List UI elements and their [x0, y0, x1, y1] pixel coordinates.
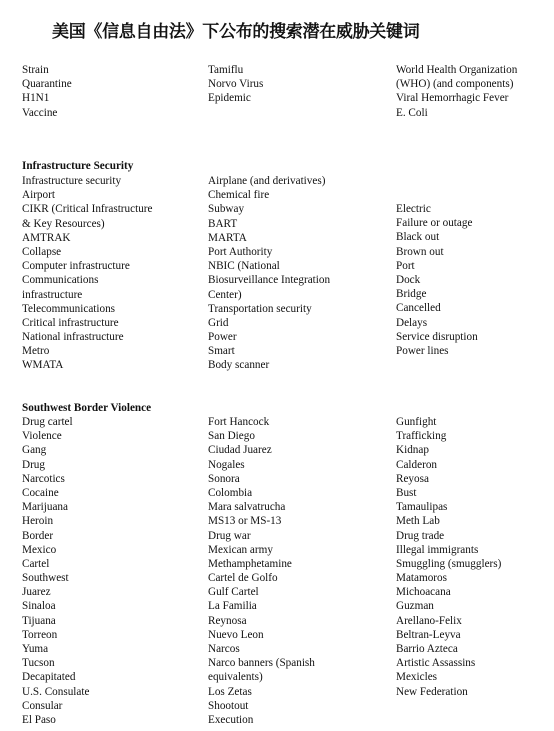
keyword-item: Colombia: [208, 486, 253, 499]
keyword-item: Mexicles: [396, 671, 438, 684]
section1-column-1: [22, 63, 72, 120]
keyword-item: Matamoros: [396, 572, 447, 585]
keyword-item: Collapse: [22, 245, 62, 258]
keyword-item: Infrastructure security: [22, 175, 122, 187]
keyword-item: Narcotics: [22, 472, 65, 485]
keyword-item: Reyosa: [396, 472, 429, 485]
keyword-item: Tamaulipas: [396, 501, 448, 514]
keyword-item: La Familia: [208, 600, 257, 613]
keyword-item: Power lines: [396, 344, 449, 357]
keyword-item: Center): [208, 288, 242, 301]
section1-column-3: [396, 63, 517, 120]
keyword-item: WMATA: [22, 359, 64, 372]
keyword-item: Bust: [396, 486, 417, 499]
keyword-item: Los Zetas: [208, 685, 252, 698]
section2-column-1: [22, 174, 152, 373]
keyword-item: Transportation security: [208, 302, 312, 315]
keyword-item: Border: [22, 529, 54, 542]
keyword-item: Electric: [396, 203, 431, 215]
keyword-item: Mexico: [22, 543, 57, 556]
section3-column-1: [22, 415, 89, 727]
keyword-item: Smart: [208, 345, 235, 358]
keyword-item: (WHO) (and components): [396, 78, 514, 91]
keyword-item: H1N1: [22, 92, 50, 105]
keyword-item: Cartel: [22, 557, 50, 570]
keyword-item: Nogales: [208, 458, 245, 471]
section-heading-border-violence: Southwest Border Violence: [22, 402, 152, 414]
keyword-item: Cartel de Golfo: [208, 572, 278, 585]
keyword-item: Ciudad Juarez: [208, 444, 272, 457]
keyword-item: Norvo Virus: [208, 78, 264, 91]
keyword-item: Viral Hemorrhagic Fever: [396, 92, 509, 105]
keyword-item: Meth Lab: [396, 515, 440, 528]
keyword-item: Methamphetamine: [208, 557, 292, 570]
keyword-item: Sonora: [208, 472, 240, 485]
keyword-item: Tucson: [22, 657, 55, 670]
keyword-item: Heroin: [22, 515, 54, 528]
keyword-item: Beltran-Leyva: [396, 628, 461, 641]
keyword-item: Reynosa: [208, 614, 247, 627]
keyword-item: Yuma: [22, 643, 49, 655]
keyword-item: World Health Organization: [396, 64, 518, 76]
keyword-item: New Federation: [396, 685, 468, 698]
keyword-item: & Key Resources): [22, 217, 105, 230]
keyword-item: CIKR (Critical Infrastructure: [22, 203, 153, 216]
keyword-item: Failure or outage: [396, 217, 473, 230]
keyword-item: Power: [208, 331, 237, 344]
keyword-item: Port Authority: [208, 245, 273, 258]
keyword-item: Critical infrastructure: [22, 316, 119, 329]
keyword-item: Shootout: [208, 699, 249, 712]
keyword-item: Airport: [22, 189, 55, 202]
keyword-item: Execution: [208, 713, 254, 726]
keyword-item: Drug cartel: [22, 416, 73, 428]
keyword-item: Gunfight: [396, 416, 437, 428]
keyword-item: Juarez: [22, 586, 51, 599]
keyword-item: Kidnap: [396, 444, 429, 457]
keyword-item: Gulf Cartel: [208, 586, 259, 599]
section-heading-infrastructure: Infrastructure Security: [22, 160, 134, 172]
keyword-item: Barrio Azteca: [396, 643, 458, 655]
keyword-item: Drug war: [208, 529, 251, 542]
keyword-item: Telecommunications: [22, 302, 116, 315]
keyword-item: Gang: [22, 444, 47, 457]
keyword-item: infrastructure: [22, 288, 83, 301]
keyword-item: MARTA: [208, 231, 247, 244]
keyword-item: Service disruption: [396, 330, 478, 343]
keyword-item: Sinaloa: [22, 600, 56, 613]
keyword-item: National infrastructure: [22, 331, 124, 344]
keyword-item: Port: [396, 259, 415, 272]
keyword-item: BART: [208, 217, 238, 230]
keyword-item: Quarantine: [22, 78, 72, 91]
keyword-item: E. Coli: [396, 106, 428, 119]
keyword-item: AMTRAK: [22, 231, 71, 244]
keyword-item: Mara salvatrucha: [208, 501, 286, 514]
page-title: 美国《信息自由法》下公布的搜索潜在威胁关键词: [52, 22, 420, 42]
section2-column-3: [396, 202, 478, 358]
keyword-item: Brown out: [396, 245, 444, 258]
keyword-item: Delays: [396, 316, 428, 329]
keyword-item: Drug: [22, 458, 45, 471]
keyword-item: Narcos: [208, 643, 240, 655]
keyword-item: Drug trade: [396, 529, 445, 542]
keyword-item: Cancelled: [396, 302, 441, 315]
keyword-item: Arellano-Felix: [396, 614, 462, 627]
keyword-item: El Paso: [22, 713, 56, 726]
keyword-item: U.S. Consulate: [22, 685, 90, 698]
keyword-item: Artistic Assassins: [396, 657, 476, 670]
keyword-item: Metro: [22, 345, 50, 358]
keyword-item: San Diego: [208, 430, 255, 443]
keyword-item: Dock: [396, 273, 421, 286]
section1-column-2: [208, 63, 263, 106]
keyword-item: Computer infrastructure: [22, 260, 130, 273]
keyword-item: Michoacana: [396, 586, 451, 599]
section2-column-2: [208, 174, 330, 373]
keyword-item: Bridge: [396, 288, 427, 301]
keyword-item: Tijuana: [22, 614, 56, 627]
keyword-item: MS13 or MS-13: [208, 515, 282, 528]
keyword-item: Marijuana: [22, 501, 68, 514]
section3-column-2: [208, 415, 315, 727]
keyword-item: equivalents): [208, 671, 263, 684]
section3-column-3: [396, 415, 501, 699]
keyword-item: Mexican army: [208, 543, 273, 556]
keyword-item: Nuevo Leon: [208, 628, 264, 641]
keyword-item: Epidemic: [208, 92, 251, 105]
keyword-item: Vaccine: [22, 106, 58, 119]
keyword-item: Grid: [208, 316, 229, 329]
keyword-item: Illegal immigrants: [396, 543, 479, 556]
keyword-item: Body scanner: [208, 359, 270, 372]
keyword-item: Smuggling (smugglers): [396, 557, 502, 570]
keyword-item: Decapitated: [22, 671, 76, 684]
keyword-item: Consular: [22, 699, 63, 712]
keyword-item: Cocaine: [22, 486, 59, 499]
keyword-item: Narco banners (Spanish: [208, 657, 315, 670]
keyword-item: Tamiflu: [208, 64, 244, 76]
keyword-item: Biosurveillance Integration: [208, 274, 331, 287]
keyword-item: Violence: [22, 430, 62, 443]
keyword-item: Southwest: [22, 572, 69, 585]
keyword-item: Torreon: [22, 628, 58, 641]
keyword-item: Guzman: [396, 600, 434, 613]
keyword-item: Strain: [22, 64, 49, 76]
keyword-item: Calderon: [396, 458, 438, 471]
keyword-item: Trafficking: [396, 430, 447, 443]
keyword-item: Airplane (and derivatives): [208, 175, 326, 187]
keyword-item: Communications: [22, 274, 99, 287]
keyword-item: Fort Hancock: [208, 416, 270, 428]
keyword-item: NBIC (National: [208, 260, 280, 273]
keyword-item: Subway: [208, 203, 245, 216]
keyword-item: Chemical fire: [208, 189, 270, 202]
keyword-item: Black out: [396, 231, 440, 244]
